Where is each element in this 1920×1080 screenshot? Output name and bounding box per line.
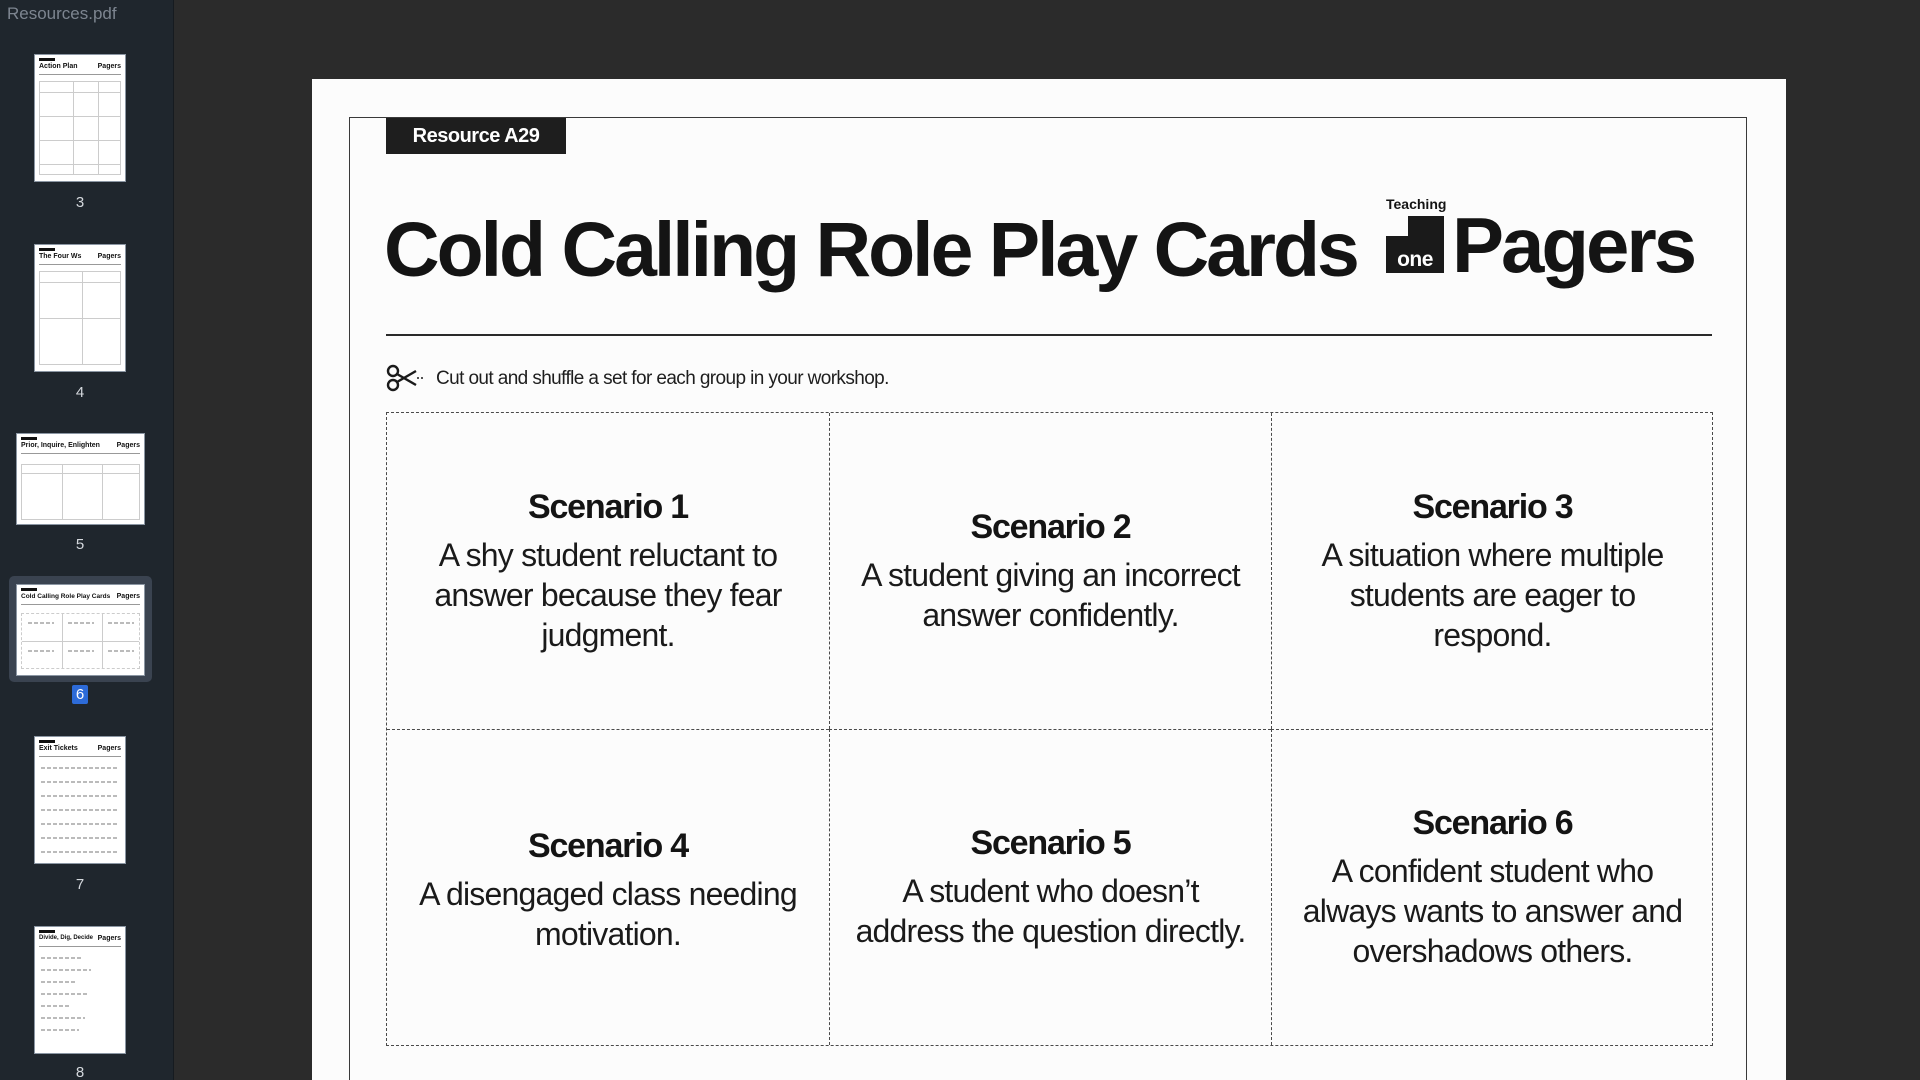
thumbnail-logo: Pagers	[116, 593, 140, 600]
thumbnail-sidebar[interactable]	[0, 0, 174, 1080]
scissors-icon	[386, 363, 424, 393]
thumbnail-page-number: 3	[75, 194, 85, 211]
instruction	[386, 363, 1186, 393]
scenario-body: A student who doesn’t address the question directly.	[855, 873, 1246, 949]
thumbnail-logo: Pagers	[116, 442, 140, 449]
scenario-body: A student giving an incorrect answer confidently.	[861, 556, 1240, 633]
thumbnail-title: Exit Tickets	[39, 745, 78, 752]
thumbnail-title: Divide, Dig, Decide	[39, 935, 94, 941]
brand-logo	[1386, 196, 1726, 296]
resource-tag: Resource A29	[386, 118, 566, 154]
scenario-title: Scenario 2	[970, 507, 1131, 546]
thumbnail-logo: Pagers	[97, 253, 121, 260]
scenario-body: A disengaged class needing motivation.	[419, 876, 797, 952]
thumbnail-image[interactable]	[34, 736, 126, 864]
thumbnail-title: Action Plan	[39, 63, 78, 70]
thumbnail-page-number: 7	[75, 876, 85, 893]
thumbnail-logo: Pagers	[97, 745, 121, 752]
scenario-card	[829, 413, 1271, 729]
file-title: Resources.pdf	[7, 4, 117, 23]
scenario-body: A confident student who always wants to answer and overshadows others.	[1302, 853, 1683, 969]
thumbnail-image[interactable]	[34, 926, 126, 1054]
page-title: Cold Calling Role Play Cards	[384, 207, 1357, 293]
instruction-text: Cut out and shuffle a set for each group in your workshop.	[436, 368, 889, 389]
scenario-title: Scenario 5	[970, 824, 1131, 862]
scenario-body: A situation where multiple students are eager to respond.	[1321, 536, 1664, 653]
brand-name: Pagers	[1452, 201, 1695, 289]
scenario-title: Scenario 3	[1412, 487, 1573, 526]
scenario-card	[1271, 729, 1713, 1045]
page-frame	[349, 117, 1747, 1080]
scenario-card	[387, 413, 829, 729]
scenario-title: Scenario 6	[1412, 804, 1573, 842]
scenario-cards-grid	[386, 412, 1713, 1046]
thumbnail-image[interactable]	[16, 433, 145, 525]
thumbnail-page-number: 4	[75, 384, 85, 401]
thumbnail-logo: Pagers	[97, 935, 121, 942]
brand-box	[1386, 216, 1444, 273]
scenario-title: Scenario 1	[528, 487, 688, 526]
thumbnail-page-number: 5	[75, 536, 85, 553]
scenario-body: A shy student reluctant to answer because they fear judgment.	[434, 536, 782, 653]
divider	[386, 334, 1712, 336]
thumbnail-page-number: 8	[75, 1064, 85, 1080]
thumbnail-title: The Four Ws	[39, 253, 82, 260]
thumbnail-image[interactable]	[34, 54, 126, 182]
thumbnail-image[interactable]	[16, 584, 145, 676]
thumbnail-title: Prior, Inquire, Enlighten	[21, 442, 100, 449]
brand-one-label: one	[1397, 248, 1433, 271]
thumbnail-logo: Pagers	[97, 63, 121, 70]
document-page	[312, 79, 1786, 1080]
thumbnail-page-number: 6	[0, 686, 160, 703]
scenario-card	[1271, 413, 1713, 729]
scenario-card	[387, 729, 829, 1045]
thumbnail-image[interactable]	[34, 244, 126, 372]
brand-teaching-label: Teaching	[1386, 196, 1447, 212]
thumbnail-title: Cold Calling Role Play Cards	[21, 593, 111, 600]
scenario-card	[829, 729, 1271, 1045]
scenario-title: Scenario 4	[528, 827, 688, 865]
